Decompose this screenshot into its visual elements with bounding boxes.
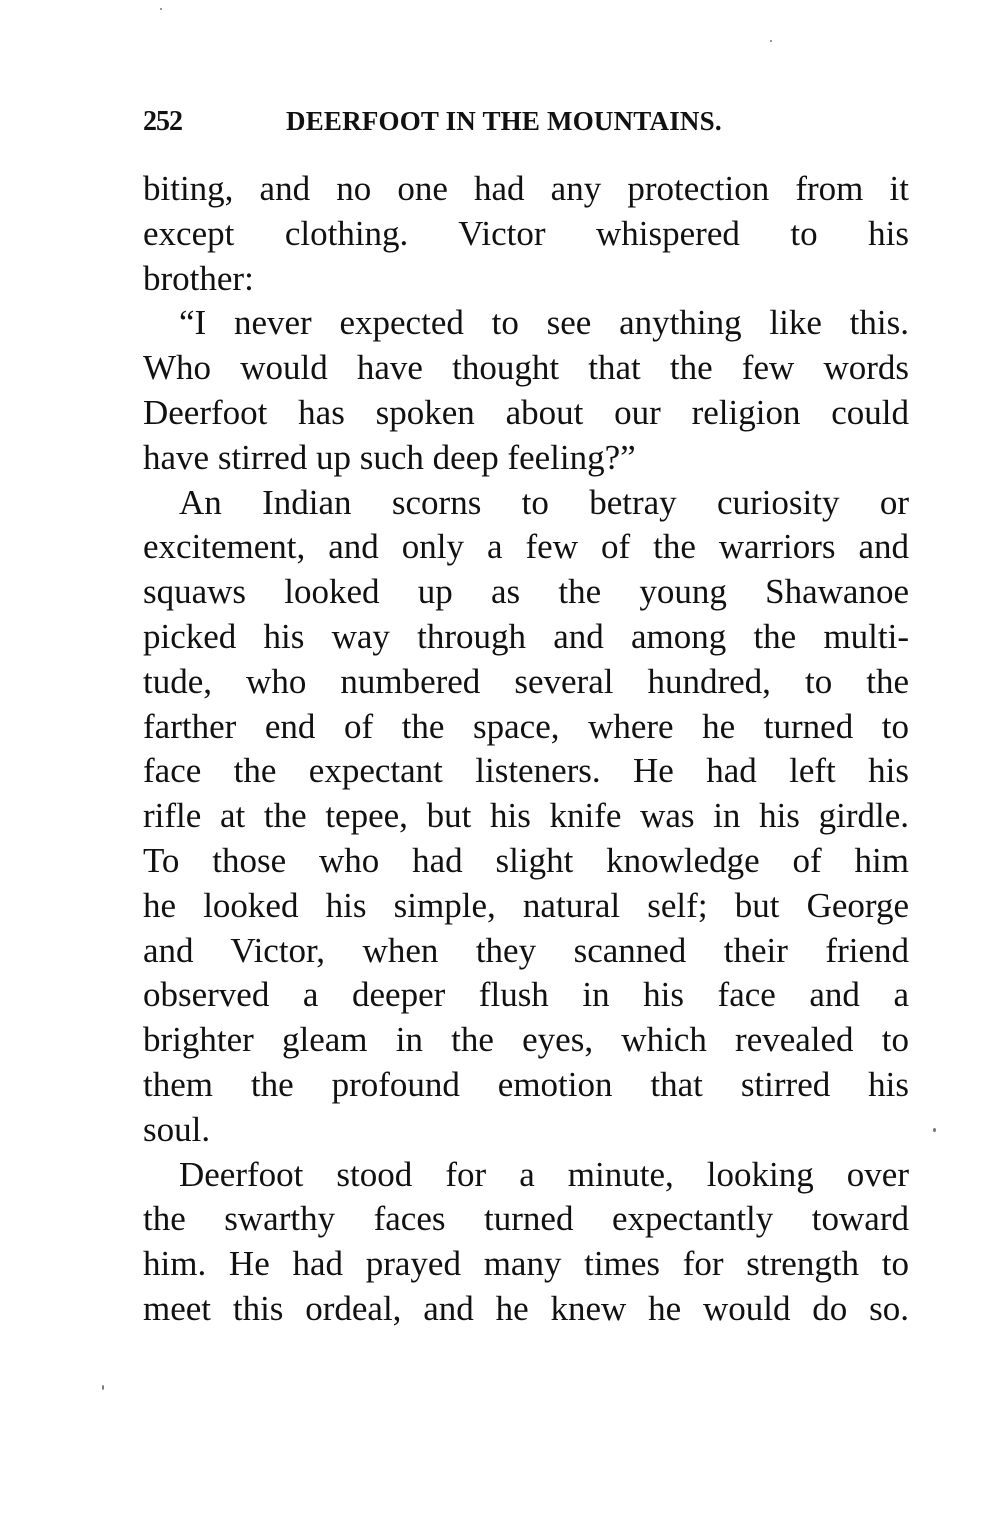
text-line: squaws looked up as the young Shawanoe: [143, 572, 909, 612]
text-line: “I never expected to see anything like this.: [179, 303, 909, 343]
text-line: observed a deeper flush in his face and a: [143, 975, 909, 1015]
page-header: [143, 106, 783, 146]
scan-speck: [102, 1385, 104, 1390]
body-text: [143, 167, 909, 1332]
text-line: biting, and no one had any protection from it: [143, 169, 909, 208]
page-number: 252: [143, 106, 182, 137]
text-line: and Victor, when they scanned their friend: [143, 930, 909, 970]
text-line: An Indian scorns to betray curiosity or: [179, 482, 909, 522]
text-line: picked his way through and among the multi-: [143, 616, 909, 656]
text-line: face the expectant listeners. He had left his: [143, 751, 909, 791]
text-line: Deerfoot has spoken about our religion could: [143, 392, 909, 432]
running-title: DEERFOOT IN THE MOUNTAINS.: [286, 106, 722, 136]
text-line: tude, who numbered several hundred, to the: [143, 661, 909, 701]
scan-speck: [160, 8, 162, 10]
text-line: To those who had slight knowledge of him: [143, 840, 909, 880]
text-line: have stirred up such deep feeling?”: [143, 437, 636, 477]
text-line: Who would have thought that the few words: [143, 348, 909, 388]
text-line: farther end of the space, where he turned to: [143, 706, 909, 746]
text-line: he looked his simple, natural self; but George: [143, 885, 909, 925]
text-line: brother:: [143, 258, 254, 298]
text-line: except clothing. Victor whispered to his: [143, 213, 909, 253]
scan-speck: [933, 1128, 936, 1132]
text-line: meet this ordeal, and he knew he would do so.: [143, 1288, 909, 1328]
text-line: him. He had prayed many times for strength to: [143, 1244, 909, 1284]
text-line: soul.: [143, 1109, 211, 1149]
text-line: the swarthy faces turned expectantly toward: [143, 1199, 909, 1239]
text-line: rifle at the tepee, but his knife was in his girdle.: [143, 796, 909, 836]
text-line: excitement, and only a few of the warriors and: [143, 527, 909, 567]
scan-speck: [770, 40, 772, 42]
text-line: them the profound emotion that stirred his: [143, 1064, 909, 1104]
text-line: brighter gleam in the eyes, which revealed to: [143, 1020, 909, 1060]
text-line: Deerfoot stood for a minute, looking over: [179, 1154, 909, 1194]
